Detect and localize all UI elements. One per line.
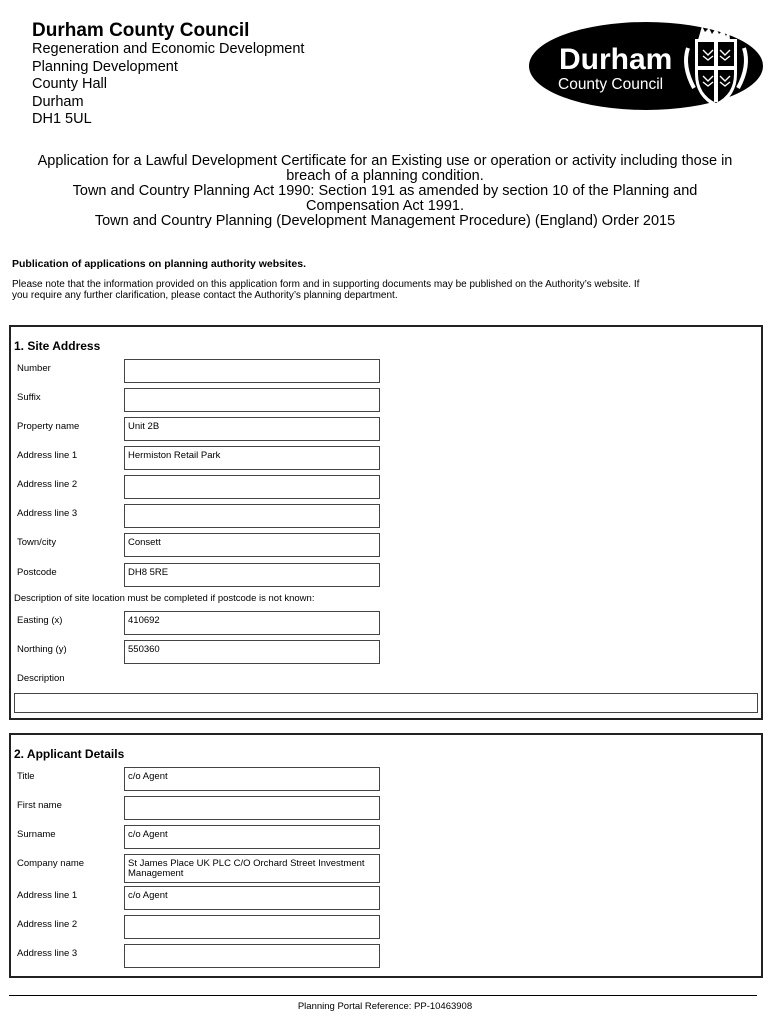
title-field[interactable]: c/o Agent: [124, 767, 380, 791]
field-label: Company name: [17, 858, 85, 869]
field-label: Title: [17, 771, 35, 782]
footer-divider: [9, 995, 757, 996]
site-address-section: [9, 325, 763, 720]
field-label: Description: [17, 673, 65, 684]
publication-note-line: you require any further clarification, please contact the Authority’s planning department.: [12, 290, 398, 301]
council-address-line: County Hall: [32, 76, 107, 92]
address-line-2-field[interactable]: [124, 475, 380, 499]
field-label: Address line 3: [17, 948, 78, 959]
section-title: 2. Applicant Details: [14, 747, 125, 761]
field-label: Postcode: [17, 567, 57, 578]
form-title-line: Town and Country Planning (Development Management Procedure) (England) Order 2015: [94, 213, 676, 229]
logo-subtitle: County Council: [558, 76, 664, 93]
field-label: Address line 1: [17, 890, 78, 901]
northing-field[interactable]: 550360: [124, 640, 380, 664]
form-title-line: Application for a Lawful Development Certificate for an Existing use or operation or activity including those in: [37, 153, 733, 169]
address-line-2-field[interactable]: [124, 915, 380, 939]
publication-note: [12, 279, 760, 301]
council-address-block: [32, 20, 304, 129]
field-label: Address line 2: [17, 479, 78, 490]
easting-field[interactable]: 410692: [124, 611, 380, 635]
council-name: Durham County Council: [32, 20, 250, 41]
town-city-field[interactable]: Consett: [124, 533, 380, 557]
field-label: Northing (y): [17, 644, 67, 655]
council-address-line: Planning Development: [32, 58, 178, 75]
council-address-line: Durham: [32, 93, 84, 110]
description-field[interactable]: [14, 693, 758, 713]
council-address-line: DH1 5UL: [32, 111, 92, 127]
form-title: [6, 154, 764, 229]
address-line-3-field[interactable]: [124, 944, 380, 968]
section-title: 1. Site Address: [14, 339, 101, 353]
field-label: Address line 1: [17, 450, 78, 461]
field-label: First name: [17, 800, 62, 811]
logo-wordmark: Durham: [559, 43, 673, 76]
field-label: Address line 3: [17, 508, 78, 519]
field-label: Surname: [17, 829, 56, 840]
number-field[interactable]: [124, 359, 380, 383]
field-label: Address line 2: [17, 919, 78, 930]
durham-county-council-logo: [528, 18, 764, 114]
form-title-line: Town and Country Planning Act 1990: Section 191 as amended by section 10 of the Planning and: [72, 183, 698, 199]
field-label: Easting (x): [17, 615, 63, 626]
field-label: Number: [17, 363, 51, 374]
publication-heading: Publication of applications on planning authority websites.: [12, 258, 307, 270]
address-line-1-field[interactable]: Hermiston Retail Park: [124, 446, 380, 470]
surname-field[interactable]: c/o Agent: [124, 825, 380, 849]
field-label: Town/city: [17, 537, 57, 548]
property-name-field[interactable]: Unit 2B: [124, 417, 380, 441]
company-name-field[interactable]: St James Place UK PLC C/O Orchard Street Investment Management: [124, 854, 380, 883]
field-label: Property name: [17, 421, 80, 432]
address-line-1-field[interactable]: c/o Agent: [124, 886, 380, 910]
form-title-line: breach of a planning condition.: [286, 168, 484, 184]
first-name-field[interactable]: [124, 796, 380, 820]
address-line-3-field[interactable]: [124, 504, 380, 528]
location-note: Description of site location must be completed if postcode is not known:: [14, 593, 315, 604]
field-label: Suffix: [17, 392, 41, 403]
applicant-details-section: [9, 733, 763, 978]
form-title-line: Compensation Act 1991.: [306, 198, 464, 214]
council-address-line: Regeneration and Economic Development: [32, 41, 305, 57]
suffix-field[interactable]: [124, 388, 380, 412]
postcode-field[interactable]: DH8 5RE: [124, 563, 380, 587]
publication-note-line: Please note that the information provided on this application form and in supporting documents may be published on the Authority’s website. If: [12, 279, 640, 290]
planning-portal-reference: Planning Portal Reference: PP-10463908: [297, 1001, 473, 1012]
